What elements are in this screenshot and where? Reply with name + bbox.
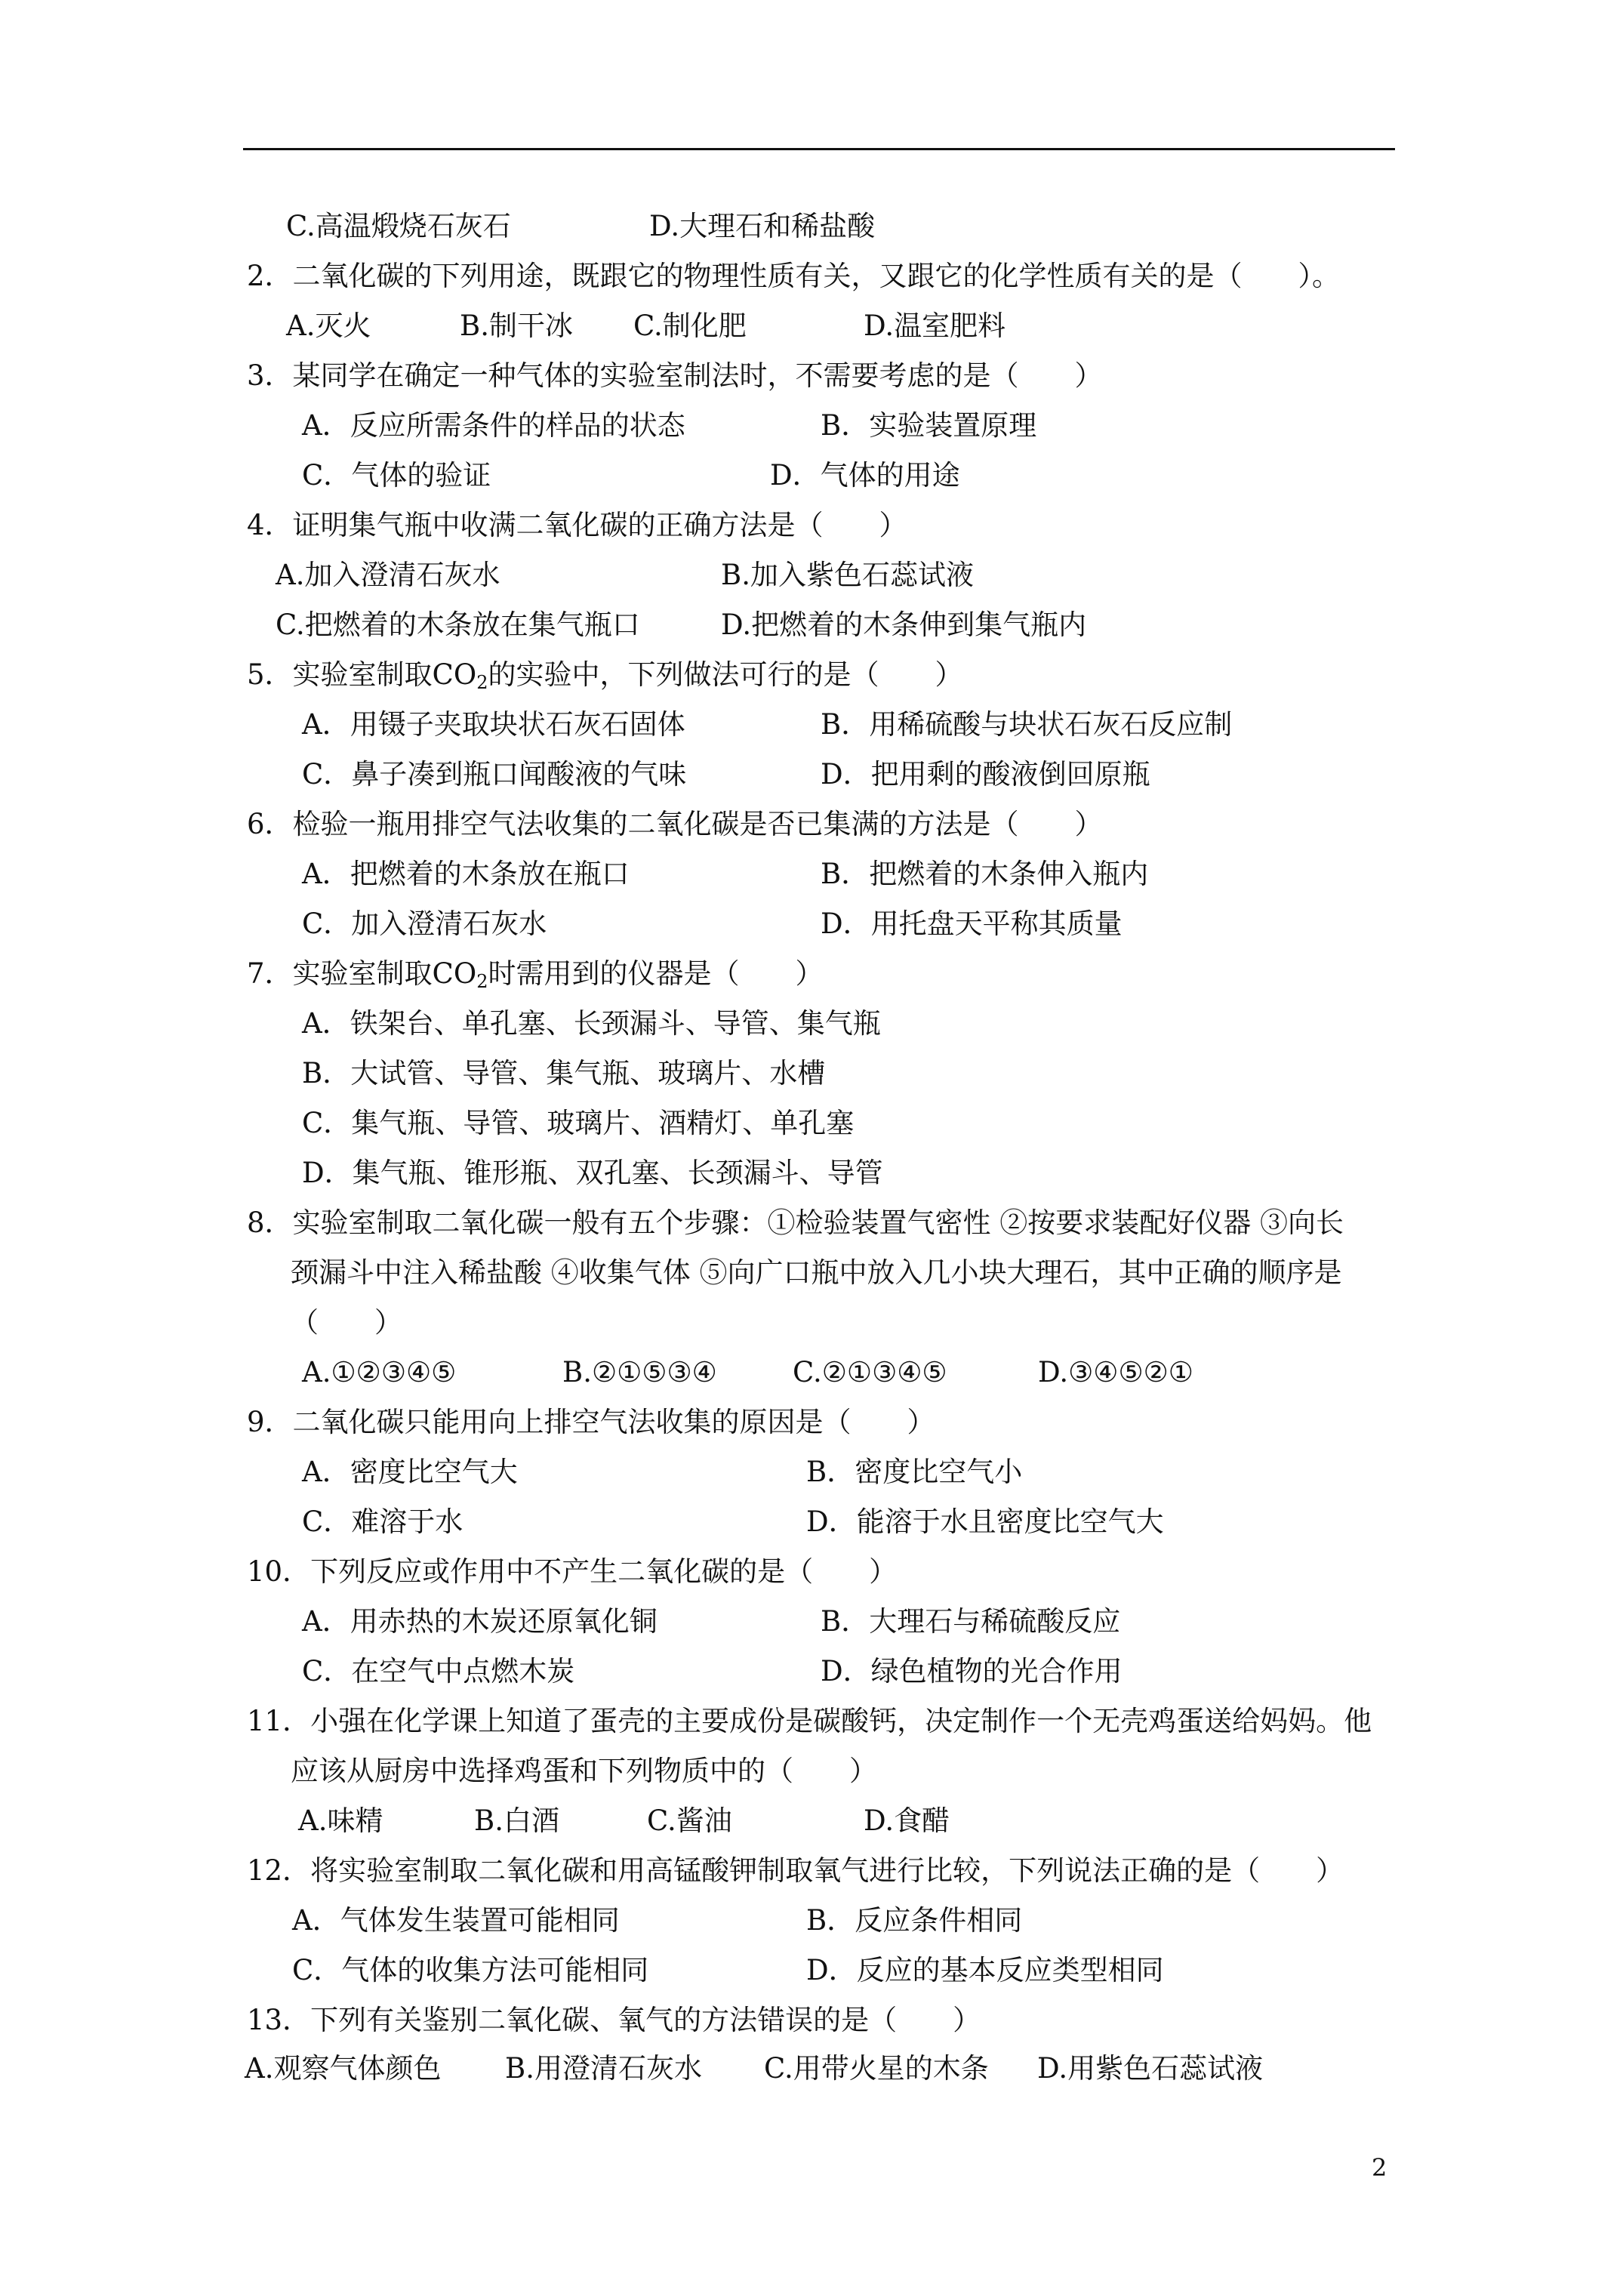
q7-option-d: D．集气瓶、锥形瓶、双孔塞、长颈漏斗、导管 xyxy=(302,1157,883,1189)
option-d: D.大理石和稀盐酸 xyxy=(649,210,876,242)
q4-option-a: A.加入澄清石灰水 xyxy=(276,559,500,591)
q4-option-b: B.加入紫色石蕊试液 xyxy=(721,559,974,591)
question-13-stem: 13．下列有关鉴别二氧化碳、氧气的方法错误的是（ ） xyxy=(247,2004,981,2036)
q11-option-b: B.白酒 xyxy=(474,1804,559,1837)
q13-option-d: D.用紫色石蕊试液 xyxy=(1037,2052,1264,2085)
q13-option-a: A.观察气体颜色 xyxy=(245,2052,442,2085)
q7-option-a: A．铁架台、单孔塞、长颈漏斗、导管、集气瓶 xyxy=(302,1007,881,1040)
q10-option-c: C．在空气中点燃木炭 xyxy=(302,1655,575,1687)
question-8-stem-line-1: 8．实验室制取二氧化碳一般有五个步骤：①检验装置气密性 ②按要求装配好仪器 ③向长 xyxy=(247,1207,1344,1239)
q3-option-c: C．气体的验证 xyxy=(302,459,491,492)
q10-option-d: D．绿色植物的光合作用 xyxy=(821,1655,1123,1687)
question-11-stem-line-2: 应该从厨房中选择鸡蛋和下列物质中的（ ） xyxy=(291,1755,877,1787)
q13-option-c: C.用带火星的木条 xyxy=(764,2052,989,2085)
question-7-stem: 7．实验室制取$CO_2$时需用到的仪器是（ ） xyxy=(247,957,824,992)
question-9-stem: 9．二氧化碳只能用向上排空气法收集的原因是（ ） xyxy=(247,1406,935,1438)
q8-option-a: A.①②③④⑤ xyxy=(302,1356,457,1388)
question-2-stem: 2．二氧化碳的下列用途，既跟它的物理性质有关，又跟它的化学性质有关的是（ ）。 xyxy=(247,260,1341,292)
q2-option-a: A.灭火 xyxy=(286,310,371,342)
q6-option-a: A．把燃着的木条放在瓶口 xyxy=(302,858,630,890)
question-5-stem: 5．实验室制取$CO_2$的实验中，下列做法可行的是（ ） xyxy=(247,658,963,693)
q8-option-c: C.②①③④⑤ xyxy=(793,1356,947,1388)
q10-option-b: B．大理石与稀硫酸反应 xyxy=(821,1605,1121,1638)
q8-option-d: D.③④⑤②① xyxy=(1038,1356,1193,1388)
q3-option-a: A．反应所需条件的样品的状态 xyxy=(302,409,685,442)
q6-option-d: D．用托盘天平称其质量 xyxy=(821,908,1123,940)
question-8-stem-line-2: 颈漏斗中注入稀盐酸 ④收集气体 ⑤向广口瓶中放入几小块大理石，其中正确的顺序是 xyxy=(291,1256,1342,1289)
q11-option-c: C.酱油 xyxy=(647,1804,732,1837)
q12-option-d: D．反应的基本反应类型相同 xyxy=(806,1954,1164,1986)
q5-option-b: B．用稀硫酸与块状石灰石反应制 xyxy=(821,708,1233,741)
question-10-stem: 10．下列反应或作用中不产生二氧化碳的是（ ） xyxy=(247,1555,898,1588)
q9-option-b: B．密度比空气小 xyxy=(806,1456,1023,1488)
header-rule xyxy=(243,148,1395,150)
q5-option-d: D．把用剩的酸液倒回原瓶 xyxy=(821,758,1150,791)
q13-option-b: B.用澄清石灰水 xyxy=(505,2052,702,2085)
question-12-stem: 12．将实验室制取二氧化碳和用高锰酸钾制取氧气进行比较，下列说法正确的是（ ） xyxy=(247,1854,1344,1887)
q10-option-a: A．用赤热的木炭还原氧化铜 xyxy=(302,1605,658,1638)
q9-option-a: A．密度比空气大 xyxy=(302,1456,518,1488)
question-6-stem: 6．检验一瓶用排空气法收集的二氧化碳是否已集满的方法是（ ） xyxy=(247,808,1103,840)
q12-option-c: C．气体的收集方法可能相同 xyxy=(292,1954,649,1986)
q12-option-b: B．反应条件相同 xyxy=(806,1904,1023,1937)
q2-option-c: C.制化肥 xyxy=(633,310,747,342)
q5-option-a: A．用镊子夹取块状石灰石固体 xyxy=(302,708,685,741)
q7-option-c: C．集气瓶、导管、玻璃片、酒精灯、单孔塞 xyxy=(302,1107,855,1139)
q2-option-d: D.温室肥料 xyxy=(864,310,1006,342)
question-3-stem: 3．某同学在确定一种气体的实验室制法时，不需要考虑的是（ ） xyxy=(247,359,1103,392)
q4-option-d: D.把燃着的木条伸到集气瓶内 xyxy=(721,609,1087,641)
q12-option-a: A．气体发生装置可能相同 xyxy=(292,1904,620,1937)
q3-option-b: B．实验装置原理 xyxy=(821,409,1037,442)
q3-option-d: D．气体的用途 xyxy=(770,459,960,492)
q7-option-b: B．大试管、导管、集气瓶、玻璃片、水槽 xyxy=(302,1057,826,1089)
option-c: C.高温煅烧石灰石 xyxy=(286,210,511,242)
q5-option-c: C．鼻子凑到瓶口闻酸液的气味 xyxy=(302,758,687,791)
question-11-stem-line-1: 11．小强在化学课上知道了蛋壳的主要成份是碳酸钙，决定制作一个无壳鸡蛋送给妈妈。他 xyxy=(247,1705,1372,1737)
q8-option-b: B.②①⑤③④ xyxy=(562,1356,717,1388)
q11-option-d: D.食醋 xyxy=(864,1804,950,1837)
question-8-stem-line-3: （ ） xyxy=(291,1306,402,1339)
q2-option-b: B.制干冰 xyxy=(460,310,573,342)
q6-option-c: C．加入澄清石灰水 xyxy=(302,908,547,940)
q9-option-d: D．能溶于水且密度比空气大 xyxy=(806,1505,1164,1538)
question-4-stem: 4．证明集气瓶中收满二氧化碳的正确方法是（ ） xyxy=(247,509,907,541)
q11-option-a: A.味精 xyxy=(298,1804,383,1837)
q4-option-c: C.把燃着的木条放在集气瓶口 xyxy=(276,609,640,641)
q9-option-c: C．难溶于水 xyxy=(302,1505,463,1538)
q6-option-b: B．把燃着的木条伸入瓶内 xyxy=(821,858,1149,890)
page-number: 2 xyxy=(1372,2153,1387,2182)
